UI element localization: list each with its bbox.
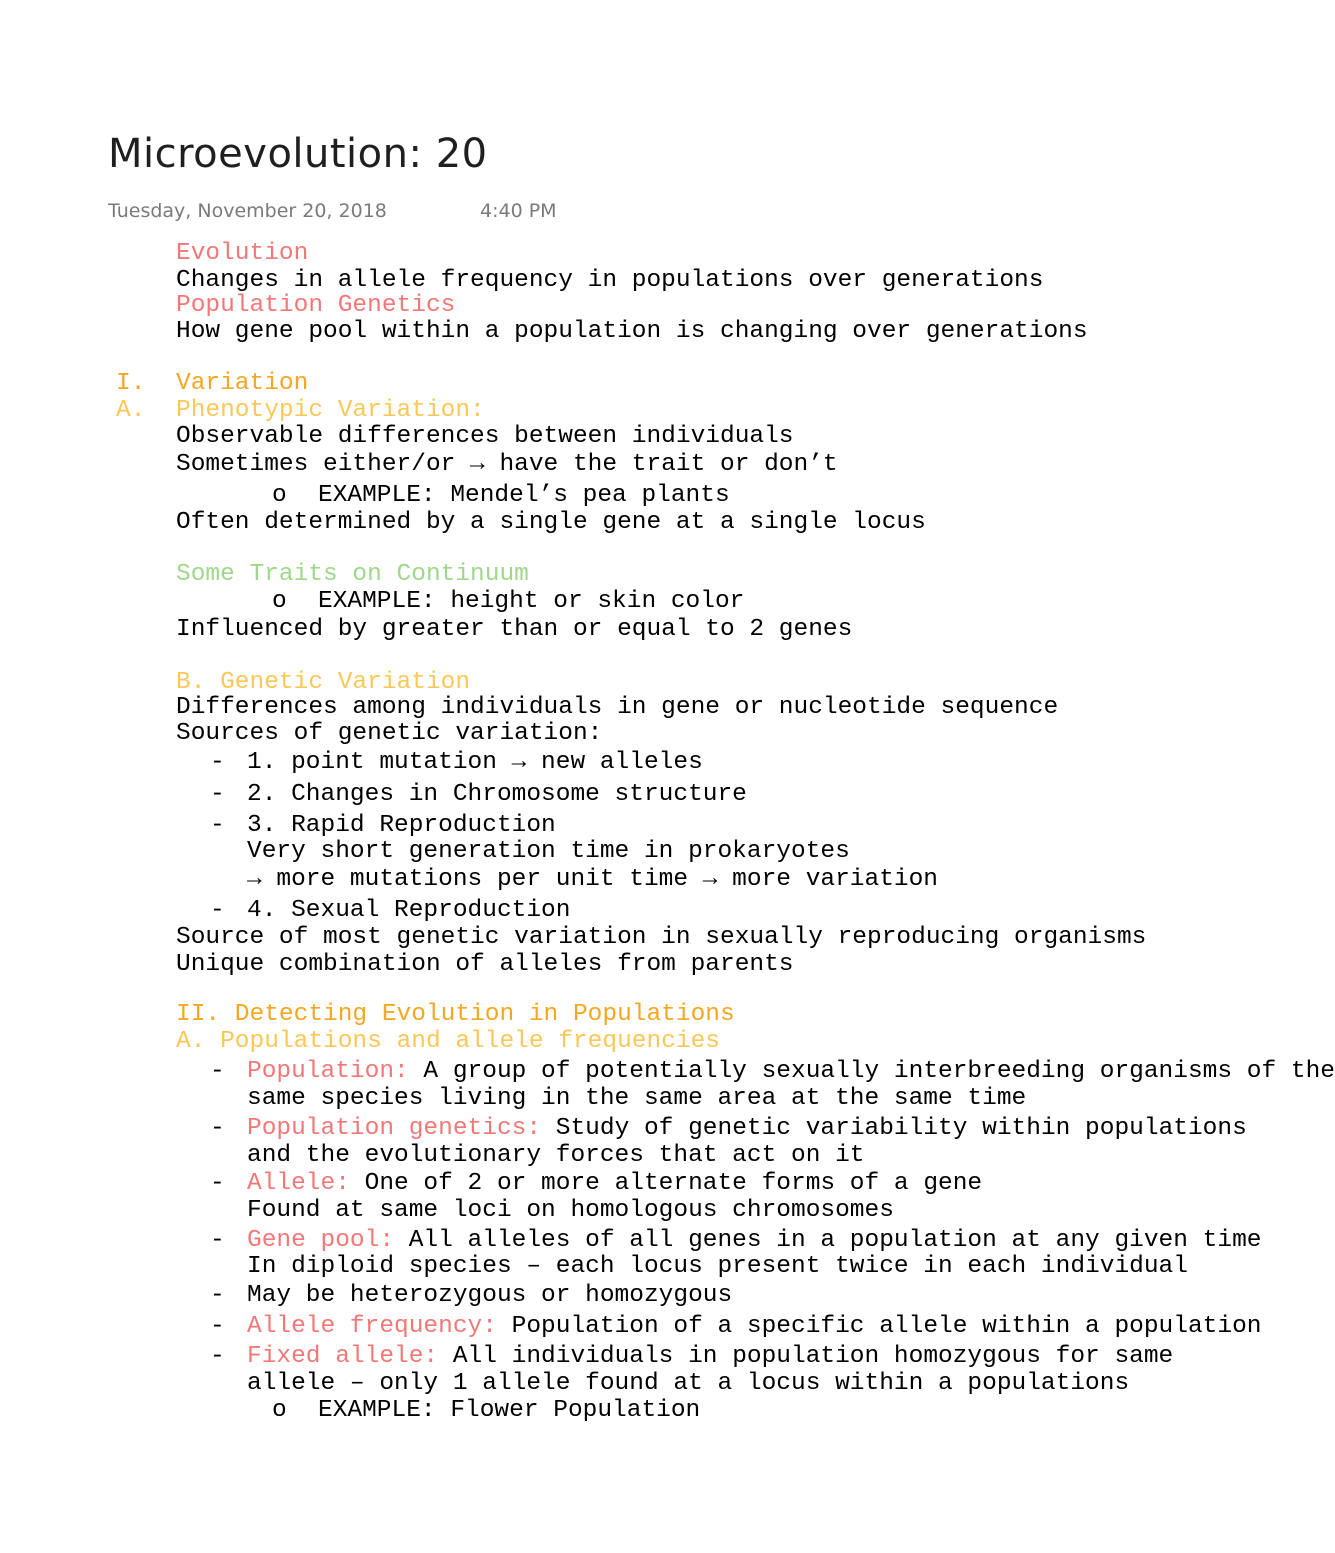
- list-item: 2. Changes in Chromosome structure: [247, 781, 747, 808]
- definition-item: [247, 1313, 1261, 1341]
- definition-text: All individuals in population homozygous for same: [438, 1343, 1174, 1370]
- definition-item: [247, 1227, 1261, 1255]
- list-item: 3. Rapid Reproduction: [247, 812, 556, 839]
- dash-bullet: -: [210, 1115, 225, 1142]
- definition-item: [247, 1115, 1247, 1143]
- list-item: 4. Sexual Reproduction: [247, 897, 571, 924]
- dash-bullet: -: [210, 1282, 225, 1309]
- section-2-heading: II. Detecting Evolution in Populations: [176, 1001, 735, 1028]
- list-item-continuation: Very short generation time in prokaryotes: [247, 838, 850, 865]
- list-item-continuation: → more mutations per unit time → more variation: [247, 866, 939, 893]
- evolution-definition: Changes in allele frequency in populations over generations: [176, 267, 1044, 294]
- definition-term: Population:: [247, 1058, 409, 1085]
- dash-bullet: -: [210, 812, 225, 839]
- definition-text: One of 2 or more alternate forms of a gene: [349, 1170, 983, 1197]
- section-1-marker: I.: [116, 370, 146, 397]
- dash-bullet: -: [210, 749, 225, 776]
- continuum-heading: Some Traits on Continuum: [176, 561, 529, 588]
- circle-bullet: o: [272, 588, 287, 615]
- definition-item: [247, 1170, 982, 1198]
- population-genetics-heading: Population Genetics: [176, 292, 456, 319]
- page-title: Microevolution: 20: [108, 131, 488, 177]
- definition-term: Fixed allele:: [247, 1343, 439, 1370]
- definition-text: Study of genetic variability within populations: [541, 1115, 1247, 1142]
- dash-bullet: -: [210, 1227, 225, 1254]
- circle-bullet: o: [272, 1397, 287, 1424]
- text-line: Source of most genetic variation in sexually reproducing organisms: [176, 924, 1147, 951]
- definition-continuation: and the evolutionary forces that act on it: [247, 1142, 865, 1169]
- phenotypic-variation-heading: Phenotypic Variation:: [176, 397, 485, 424]
- subsection-a-marker: A.: [116, 397, 146, 424]
- definition-item: May be heterozygous or homozygous: [247, 1282, 733, 1309]
- definition-item: [247, 1343, 1173, 1371]
- populations-allele-frequencies-heading: A. Populations and allele frequencies: [176, 1028, 720, 1055]
- definition-term: Allele:: [247, 1170, 350, 1197]
- definition-term: Allele frequency:: [247, 1313, 497, 1340]
- dash-bullet: -: [210, 1058, 225, 1085]
- text-line: Often determined by a single gene at a single locus: [176, 509, 926, 536]
- evolution-heading: Evolution: [176, 240, 309, 267]
- dash-bullet: -: [210, 1313, 225, 1340]
- list-item: 1. point mutation → new alleles: [247, 749, 703, 776]
- page-time: 4:40 PM: [480, 200, 557, 222]
- definition-continuation: Found at same loci on homologous chromosomes: [247, 1197, 894, 1224]
- dash-bullet: -: [210, 1170, 225, 1197]
- text-line: Sources of genetic variation:: [176, 720, 603, 747]
- example-line: EXAMPLE: Mendel’s pea plants: [318, 482, 730, 509]
- definition-term: Population genetics:: [247, 1115, 542, 1142]
- text-line: Sometimes either/or → have the trait or don’t: [176, 451, 838, 478]
- definition-continuation: allele – only 1 allele found at a locus within a populations: [247, 1370, 1130, 1397]
- definition-text: Population of a specific allele within a population: [496, 1313, 1262, 1340]
- definition-item: [247, 1058, 1335, 1086]
- population-genetics-definition: How gene pool within a population is changing over generations: [176, 318, 1088, 345]
- genetic-variation-heading: B. Genetic Variation: [176, 669, 471, 696]
- dash-bullet: -: [210, 781, 225, 808]
- text-line: Influenced by greater than or equal to 2 genes: [176, 616, 853, 643]
- text-line: Unique combination of alleles from parents: [176, 951, 794, 978]
- text-line: Differences among individuals in gene or nucleotide sequence: [176, 694, 1059, 721]
- circle-bullet: o: [272, 482, 287, 509]
- definition-term: Gene pool:: [247, 1227, 395, 1254]
- definition-continuation: In diploid species – each locus present twice in each individual: [247, 1253, 1188, 1280]
- dash-bullet: -: [210, 1343, 225, 1370]
- dash-bullet: -: [210, 897, 225, 924]
- example-line: EXAMPLE: height or skin color: [318, 588, 745, 615]
- text-line: Observable differences between individuals: [176, 423, 794, 450]
- example-line: EXAMPLE: Flower Population: [318, 1397, 701, 1424]
- definition-continuation: same species living in the same area at the same time: [247, 1085, 1027, 1112]
- page-date: Tuesday, November 20, 2018: [108, 200, 387, 222]
- section-1-heading: Variation: [176, 370, 309, 397]
- definition-text: All alleles of all genes in a population at any given time: [394, 1227, 1262, 1254]
- definition-text: A group of potentially sexually interbreeding organisms of the: [408, 1058, 1335, 1085]
